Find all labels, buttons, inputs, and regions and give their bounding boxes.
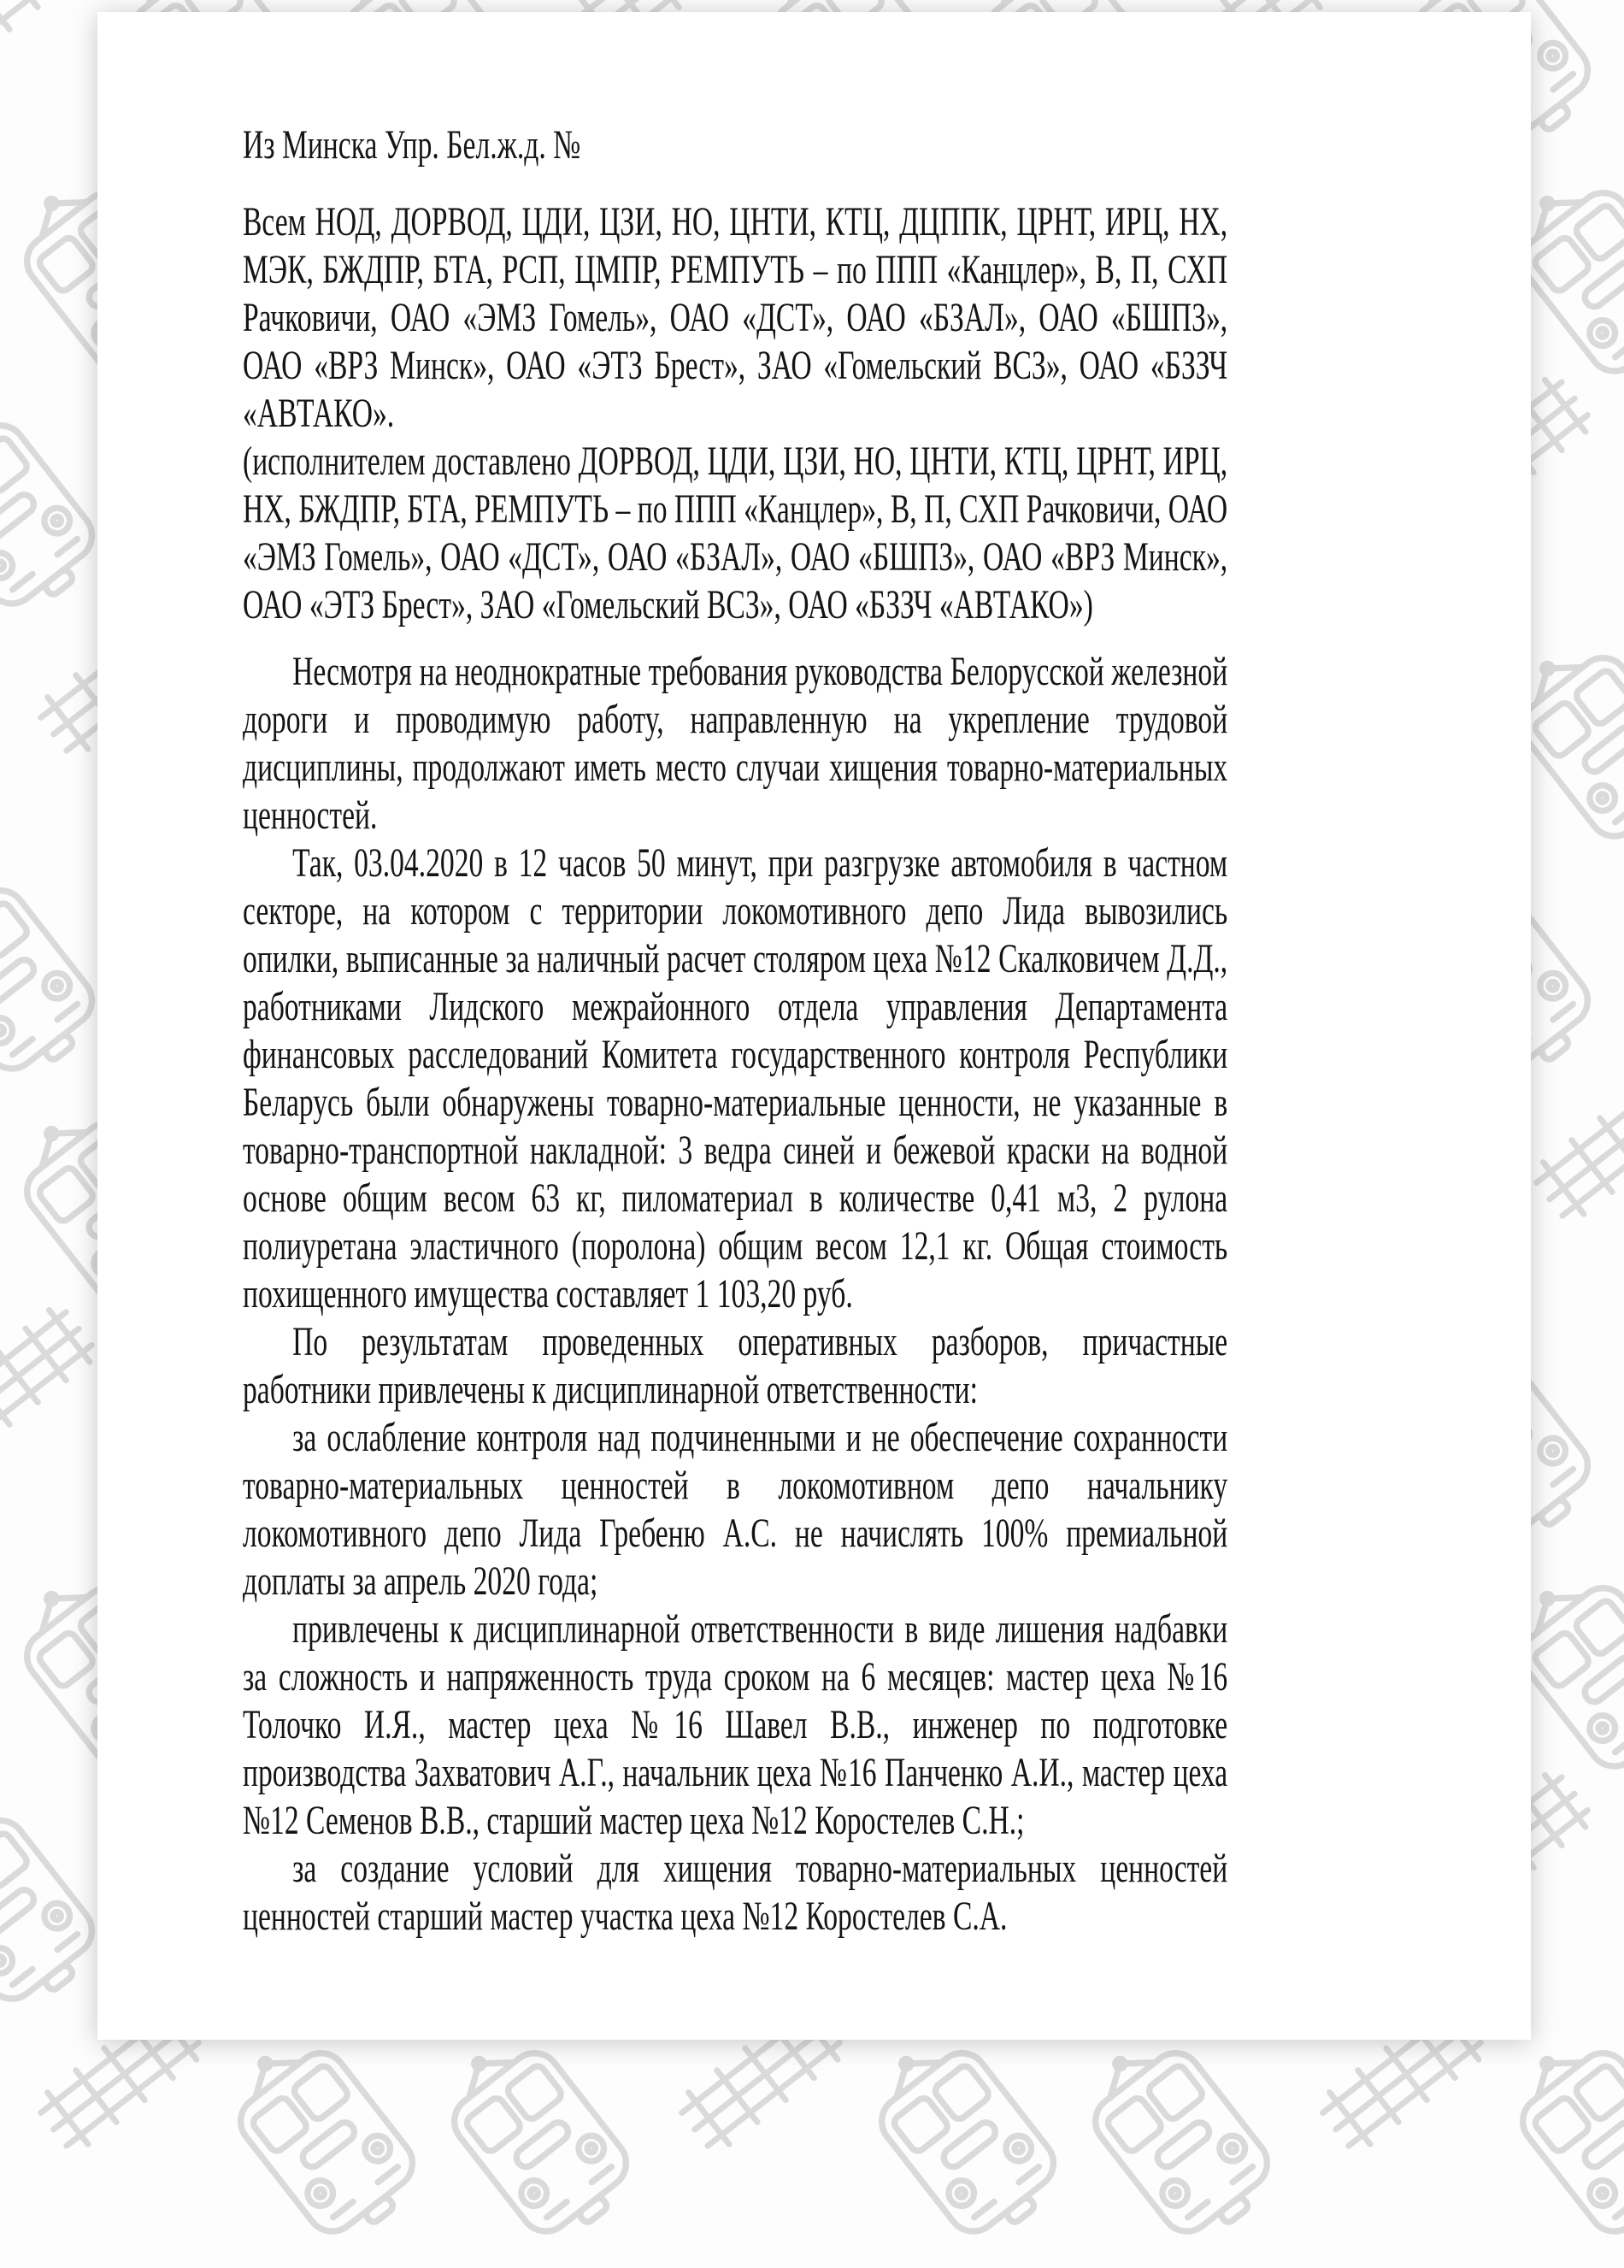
body-paragraph-6: за создание условий для хищения товарно-материальных ценностей ценностей старший мастер участка цеха №12 Коростелев С.А. [243, 1845, 1227, 1941]
recipients-paragraph: Всем НОД, ДОРВОД, ЦДИ, ЦЗИ, НО, ЦНТИ, КТЦ, ДЦППК, ЦРНТ, ИРЦ, НХ, МЭК, БЖДПР, БТА, РСП, ЦМПР, РЕМПУТЬ – по ППП «Канцлер», В, П, СХП Рачковичи, ОАО «ЭМЗ Гомель», ОАО «ДСТ», ОАО «БЗАЛ», ОАО «БШПЗ», ОАО «ВРЗ Минск», ОАО «ЭТЗ Брест», ЗАО «Гомельский ВСЗ», ОАО «БЗЗЧ «АВТАКО». [243, 198, 1227, 438]
train-icon [409, 2006, 662, 2268]
body-paragraph-2: Так, 03.04.2020 в 12 часов 50 минут, при разгрузке автомобиля в частном секторе, на котором с территории локомотивного депо Лида вывозились опилки, выписанные за наличный расчет столяром цеха №12 Скалковичем Д.Д., работниками Лидского межрайонного отдела управления Департамента финансовых расследований Комитета государственного контроля Республики Беларусь были обнаружены товарно-материальные ценности, не указанные в товарно-транспортной накладной: 3 ведра синей и бежевой краски на водной основе общим весом 63 кг, пиломатериал в количестве 0,41 м3, 2 рулона полиуретана эластичного (поролона) общим весом 12,1 кг. Общая стоимость похищенного имущества составляет 1 103,20 руб. [243, 839, 1227, 1318]
delivery-note-paragraph: (исполнителем доставлено ДОРВОД, ЦДИ, ЦЗИ, НО, ЦНТИ, КТЦ, ЦРНТ, ИРЦ, НХ, БЖДПР, БТА, РЕМПУТЬ – по ППП «Канцлер», В, П, СХП Рачковичи, ОАО «ЭМЗ Гомель», ОАО «ДСТ», ОАО «БЗАЛ», ОАО «БШПЗ», ОАО «ВРЗ Минск», ОАО «ЭТЗ Брест», ЗАО «Гомельский ВСЗ», ОАО «БЗЗЧ «АВТАКО») [243, 438, 1227, 629]
document-page [97, 12, 1531, 2040]
train-icon [196, 2006, 449, 2268]
document-text [243, 121, 1227, 1941]
body-paragraph-1: Несмотря на неоднократные требования руководства Белорусской железной дороги и проводимую работу, направленную на укрепление трудовой дисциплины, продолжают иметь место случаи хищения товарно-материальных ценностей. [243, 648, 1227, 839]
train-icon [837, 2006, 1090, 2268]
body-paragraph-3: По результатам проведенных оперативных разборов, причастные работники привлечены к дисциплинарной ответственности: [243, 1318, 1227, 1414]
origin-line: Из Минска Упр. Бел.ж.д. № [243, 121, 1227, 169]
train-icon [1478, 2006, 1624, 2268]
body-paragraph-4: за ослабление контроля над подчиненными и не обеспечение сохранности товарно-материальных ценностей в локомотивном депо начальнику локомотивного депо Лида Гребеню А.С. не начислять 100% премиальной доплаты за апрель 2020 года; [243, 1414, 1227, 1605]
railway-track-icon [1517, 1057, 1624, 1238]
body-paragraph-5: привлечены к дисциплинарной ответственности в виде лишения надбавки за сложность и напряженность труда сроком на 6 месяцев: мастер цеха №16 Толочко И.Я., мастер цеха №16 Шавел В.В., инженер по подготовке производства Захватович А.Г., начальник цеха №16 Панченко А.И., мастер цеха №12 Семенов В.В., старший мастер цеха №12 Коростелев С.Н.; [243, 1605, 1227, 1845]
train-icon [1050, 2006, 1303, 2268]
